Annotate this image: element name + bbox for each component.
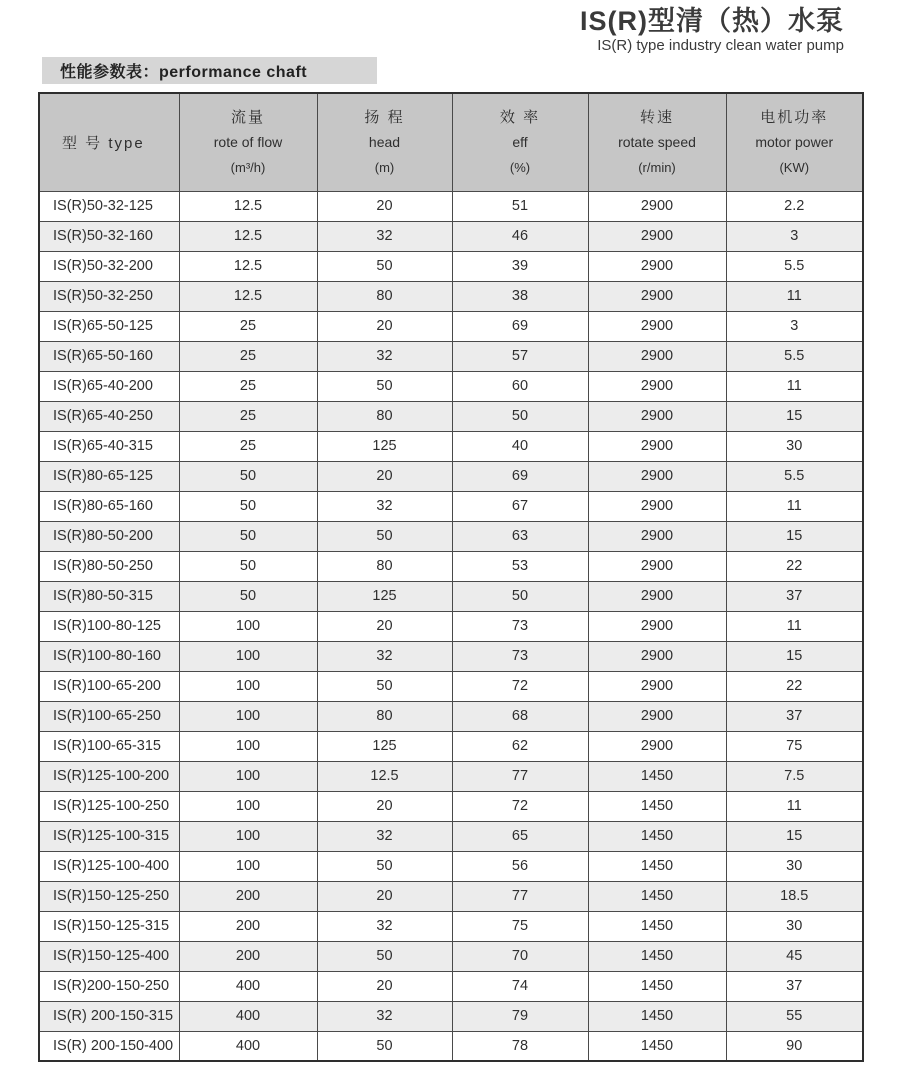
cell-value: 25 xyxy=(179,341,317,371)
cell-value: 11 xyxy=(726,281,863,311)
cell-value: 50 xyxy=(452,581,588,611)
table-body xyxy=(39,191,863,1061)
cell-value: 73 xyxy=(452,641,588,671)
column-header xyxy=(179,93,317,191)
cell-value: 2900 xyxy=(588,401,726,431)
cell-value: 20 xyxy=(317,881,452,911)
cell-value: 20 xyxy=(317,611,452,641)
table-row xyxy=(39,431,863,461)
cell-value: 62 xyxy=(452,731,588,761)
cell-value: 2900 xyxy=(588,641,726,671)
cell-value: 1450 xyxy=(588,881,726,911)
cell-value: 50 xyxy=(317,671,452,701)
cell-value: 80 xyxy=(317,401,452,431)
cell-value: 5.5 xyxy=(726,251,863,281)
cell-pump-type: IS(R)65-50-160 xyxy=(39,341,179,371)
cell-value: 125 xyxy=(317,581,452,611)
cell-value: 50 xyxy=(317,941,452,971)
cell-value: 11 xyxy=(726,791,863,821)
cell-pump-type: IS(R)100-65-315 xyxy=(39,731,179,761)
cell-pump-type: IS(R)100-80-160 xyxy=(39,641,179,671)
cell-value: 5.5 xyxy=(726,461,863,491)
cell-value: 56 xyxy=(452,851,588,881)
cell-value: 50 xyxy=(179,551,317,581)
cell-value: 50 xyxy=(179,521,317,551)
cell-value: 80 xyxy=(317,281,452,311)
cell-value: 3 xyxy=(726,221,863,251)
table-row xyxy=(39,911,863,941)
cell-value: 67 xyxy=(452,491,588,521)
table-row xyxy=(39,371,863,401)
cell-value: 73 xyxy=(452,611,588,641)
column-header-line: (r/min) xyxy=(638,159,676,175)
cell-value: 1450 xyxy=(588,761,726,791)
cell-value: 12.5 xyxy=(179,221,317,251)
table-row xyxy=(39,851,863,881)
cell-value: 37 xyxy=(726,701,863,731)
cell-value: 100 xyxy=(179,821,317,851)
table-row xyxy=(39,791,863,821)
cell-value: 79 xyxy=(452,1001,588,1031)
cell-value: 11 xyxy=(726,371,863,401)
cell-value: 50 xyxy=(317,371,452,401)
table-row xyxy=(39,401,863,431)
cell-pump-type: IS(R) 200-150-315 xyxy=(39,1001,179,1031)
cell-pump-type: IS(R)125-100-200 xyxy=(39,761,179,791)
cell-pump-type: IS(R)100-80-125 xyxy=(39,611,179,641)
cell-value: 125 xyxy=(317,731,452,761)
cell-pump-type: IS(R)200-150-250 xyxy=(39,971,179,1001)
column-header-line: (%) xyxy=(509,159,531,175)
cell-pump-type: IS(R)80-65-125 xyxy=(39,461,179,491)
cell-value: 1450 xyxy=(588,941,726,971)
cell-value: 200 xyxy=(179,911,317,941)
cell-value: 20 xyxy=(317,191,452,221)
cell-value: 20 xyxy=(317,461,452,491)
cell-pump-type: IS(R)150-125-250 xyxy=(39,881,179,911)
cell-value: 2900 xyxy=(588,671,726,701)
cell-pump-type: IS(R)125-100-400 xyxy=(39,851,179,881)
table-row xyxy=(39,461,863,491)
cell-value: 200 xyxy=(179,881,317,911)
section-header-bar xyxy=(42,57,377,84)
cell-value: 2900 xyxy=(588,521,726,551)
cell-value: 25 xyxy=(179,431,317,461)
cell-value: 1450 xyxy=(588,1001,726,1031)
page-title-chinese: IS(R)型清（热）水泵 xyxy=(580,6,844,36)
cell-value: 400 xyxy=(179,1031,317,1061)
cell-value: 50 xyxy=(317,1031,452,1061)
cell-value: 22 xyxy=(726,551,863,581)
cell-value: 72 xyxy=(452,671,588,701)
cell-value: 45 xyxy=(726,941,863,971)
cell-value: 15 xyxy=(726,641,863,671)
cell-pump-type: IS(R)80-50-315 xyxy=(39,581,179,611)
column-header xyxy=(317,93,452,191)
table-row xyxy=(39,551,863,581)
cell-value: 12.5 xyxy=(179,251,317,281)
table-row xyxy=(39,731,863,761)
cell-pump-type: IS(R)80-50-250 xyxy=(39,551,179,581)
header-row xyxy=(39,93,863,191)
cell-value: 100 xyxy=(179,731,317,761)
cell-value: 5.5 xyxy=(726,341,863,371)
column-header: 型 号 type xyxy=(39,93,179,191)
table-row xyxy=(39,191,863,221)
cell-value: 60 xyxy=(452,371,588,401)
cell-pump-type: IS(R)80-65-160 xyxy=(39,491,179,521)
table-row xyxy=(39,341,863,371)
column-header xyxy=(452,93,588,191)
cell-value: 90 xyxy=(726,1031,863,1061)
cell-value: 2900 xyxy=(588,581,726,611)
cell-value: 100 xyxy=(179,791,317,821)
table-row xyxy=(39,251,863,281)
cell-value: 100 xyxy=(179,701,317,731)
cell-value: 80 xyxy=(317,701,452,731)
table-row xyxy=(39,701,863,731)
cell-value: 55 xyxy=(726,1001,863,1031)
column-header-line: motor power xyxy=(755,133,834,150)
column-header xyxy=(588,93,726,191)
table-row xyxy=(39,761,863,791)
cell-pump-type: IS(R)50-32-160 xyxy=(39,221,179,251)
cell-value: 1450 xyxy=(588,791,726,821)
cell-value: 30 xyxy=(726,911,863,941)
table-row xyxy=(39,641,863,671)
cell-value: 68 xyxy=(452,701,588,731)
column-header-line: 效 率 xyxy=(499,108,541,126)
cell-value: 32 xyxy=(317,1001,452,1031)
cell-pump-type: IS(R)150-125-315 xyxy=(39,911,179,941)
cell-value: 30 xyxy=(726,431,863,461)
cell-value: 2900 xyxy=(588,281,726,311)
cell-value: 74 xyxy=(452,971,588,1001)
page-title-block xyxy=(580,6,844,55)
table-row xyxy=(39,581,863,611)
cell-value: 1450 xyxy=(588,1031,726,1061)
cell-value: 2900 xyxy=(588,461,726,491)
table-row xyxy=(39,671,863,701)
cell-value: 77 xyxy=(452,881,588,911)
section-label: 性能参数表：performance chaft xyxy=(60,64,308,81)
cell-value: 15 xyxy=(726,821,863,851)
cell-value: 1450 xyxy=(588,971,726,1001)
column-header-line: eff xyxy=(512,133,528,150)
column-header-line: 流量 xyxy=(230,108,265,126)
cell-value: 32 xyxy=(317,821,452,851)
cell-value: 2900 xyxy=(588,611,726,641)
column-header-line: (m³/h) xyxy=(230,159,266,175)
cell-value: 400 xyxy=(179,971,317,1001)
cell-value: 200 xyxy=(179,941,317,971)
column-header-line: (m) xyxy=(374,159,395,175)
cell-value: 75 xyxy=(452,911,588,941)
cell-value: 70 xyxy=(452,941,588,971)
cell-value: 51 xyxy=(452,191,588,221)
column-header-line: head xyxy=(368,133,401,150)
cell-pump-type: IS(R)80-50-200 xyxy=(39,521,179,551)
cell-value: 12.5 xyxy=(179,191,317,221)
cell-value: 75 xyxy=(726,731,863,761)
cell-value: 32 xyxy=(317,491,452,521)
cell-value: 40 xyxy=(452,431,588,461)
cell-value: 2900 xyxy=(588,431,726,461)
cell-value: 50 xyxy=(179,581,317,611)
cell-value: 1450 xyxy=(588,821,726,851)
column-header-line: rote of flow xyxy=(213,133,283,150)
cell-pump-type: IS(R)125-100-250 xyxy=(39,791,179,821)
column-header-line: 电机功率 xyxy=(760,108,829,126)
cell-value: 20 xyxy=(317,971,452,1001)
cell-value: 77 xyxy=(452,761,588,791)
column-header-line: (KW) xyxy=(779,159,810,175)
cell-value: 11 xyxy=(726,611,863,641)
cell-value: 2900 xyxy=(588,491,726,521)
cell-value: 2900 xyxy=(588,701,726,731)
cell-value: 2900 xyxy=(588,311,726,341)
cell-value: 80 xyxy=(317,551,452,581)
cell-pump-type: IS(R)65-40-250 xyxy=(39,401,179,431)
cell-value: 37 xyxy=(726,581,863,611)
cell-value: 32 xyxy=(317,341,452,371)
cell-pump-type: IS(R) 200-150-400 xyxy=(39,1031,179,1061)
cell-value: 39 xyxy=(452,251,588,281)
cell-value: 400 xyxy=(179,1001,317,1031)
cell-value: 12.5 xyxy=(179,281,317,311)
performance-table xyxy=(38,92,864,1062)
cell-pump-type: IS(R)125-100-315 xyxy=(39,821,179,851)
cell-value: 32 xyxy=(317,221,452,251)
cell-value: 2900 xyxy=(588,341,726,371)
cell-value: 1450 xyxy=(588,851,726,881)
cell-value: 38 xyxy=(452,281,588,311)
cell-value: 2900 xyxy=(588,251,726,281)
cell-value: 53 xyxy=(452,551,588,581)
column-header xyxy=(726,93,863,191)
cell-pump-type: IS(R)50-32-200 xyxy=(39,251,179,281)
cell-value: 50 xyxy=(452,401,588,431)
table-row xyxy=(39,971,863,1001)
cell-value: 18.5 xyxy=(726,881,863,911)
table-row xyxy=(39,221,863,251)
table-row xyxy=(39,1001,863,1031)
cell-value: 22 xyxy=(726,671,863,701)
table-row xyxy=(39,281,863,311)
cell-value: 72 xyxy=(452,791,588,821)
cell-value: 2900 xyxy=(588,371,726,401)
cell-pump-type: IS(R)50-32-250 xyxy=(39,281,179,311)
cell-value: 100 xyxy=(179,641,317,671)
cell-value: 2900 xyxy=(588,191,726,221)
table-row xyxy=(39,821,863,851)
cell-value: 32 xyxy=(317,641,452,671)
cell-value: 11 xyxy=(726,491,863,521)
cell-value: 37 xyxy=(726,971,863,1001)
cell-value: 100 xyxy=(179,761,317,791)
page-title-english: IS(R) type industry clean water pump xyxy=(597,37,844,54)
cell-value: 63 xyxy=(452,521,588,551)
cell-value: 1450 xyxy=(588,911,726,941)
cell-value: 2900 xyxy=(588,221,726,251)
cell-pump-type: IS(R)150-125-400 xyxy=(39,941,179,971)
cell-value: 65 xyxy=(452,821,588,851)
cell-value: 50 xyxy=(179,461,317,491)
table-row xyxy=(39,941,863,971)
cell-value: 30 xyxy=(726,851,863,881)
cell-pump-type: IS(R)50-32-125 xyxy=(39,191,179,221)
cell-value: 50 xyxy=(317,521,452,551)
cell-value: 25 xyxy=(179,311,317,341)
table-row xyxy=(39,491,863,521)
table-row xyxy=(39,521,863,551)
cell-value: 50 xyxy=(317,251,452,281)
cell-value: 100 xyxy=(179,851,317,881)
table-row xyxy=(39,611,863,641)
cell-value: 50 xyxy=(179,491,317,521)
column-header-line: 扬 程 xyxy=(364,108,405,126)
cell-value: 12.5 xyxy=(317,761,452,791)
cell-value: 25 xyxy=(179,401,317,431)
table-row xyxy=(39,311,863,341)
cell-value: 78 xyxy=(452,1031,588,1061)
cell-value: 2.2 xyxy=(726,191,863,221)
cell-value: 15 xyxy=(726,521,863,551)
table-row xyxy=(39,881,863,911)
cell-value: 46 xyxy=(452,221,588,251)
cell-value: 25 xyxy=(179,371,317,401)
cell-value: 15 xyxy=(726,401,863,431)
cell-pump-type: IS(R)100-65-250 xyxy=(39,701,179,731)
cell-pump-type: IS(R)65-40-200 xyxy=(39,371,179,401)
cell-value: 125 xyxy=(317,431,452,461)
cell-pump-type: IS(R)65-50-125 xyxy=(39,311,179,341)
cell-value: 3 xyxy=(726,311,863,341)
table-row xyxy=(39,1031,863,1061)
cell-pump-type: IS(R)65-40-315 xyxy=(39,431,179,461)
cell-value: 57 xyxy=(452,341,588,371)
cell-pump-type: IS(R)100-65-200 xyxy=(39,671,179,701)
column-header-line: 转速 xyxy=(639,108,674,126)
cell-value: 100 xyxy=(179,671,317,701)
cell-value: 50 xyxy=(317,851,452,881)
cell-value: 20 xyxy=(317,311,452,341)
cell-value: 2900 xyxy=(588,731,726,761)
cell-value: 100 xyxy=(179,611,317,641)
column-header-line: rotate speed xyxy=(618,133,696,150)
cell-value: 7.5 xyxy=(726,761,863,791)
cell-value: 69 xyxy=(452,311,588,341)
cell-value: 2900 xyxy=(588,551,726,581)
cell-value: 32 xyxy=(317,911,452,941)
cell-value: 20 xyxy=(317,791,452,821)
cell-value: 69 xyxy=(452,461,588,491)
